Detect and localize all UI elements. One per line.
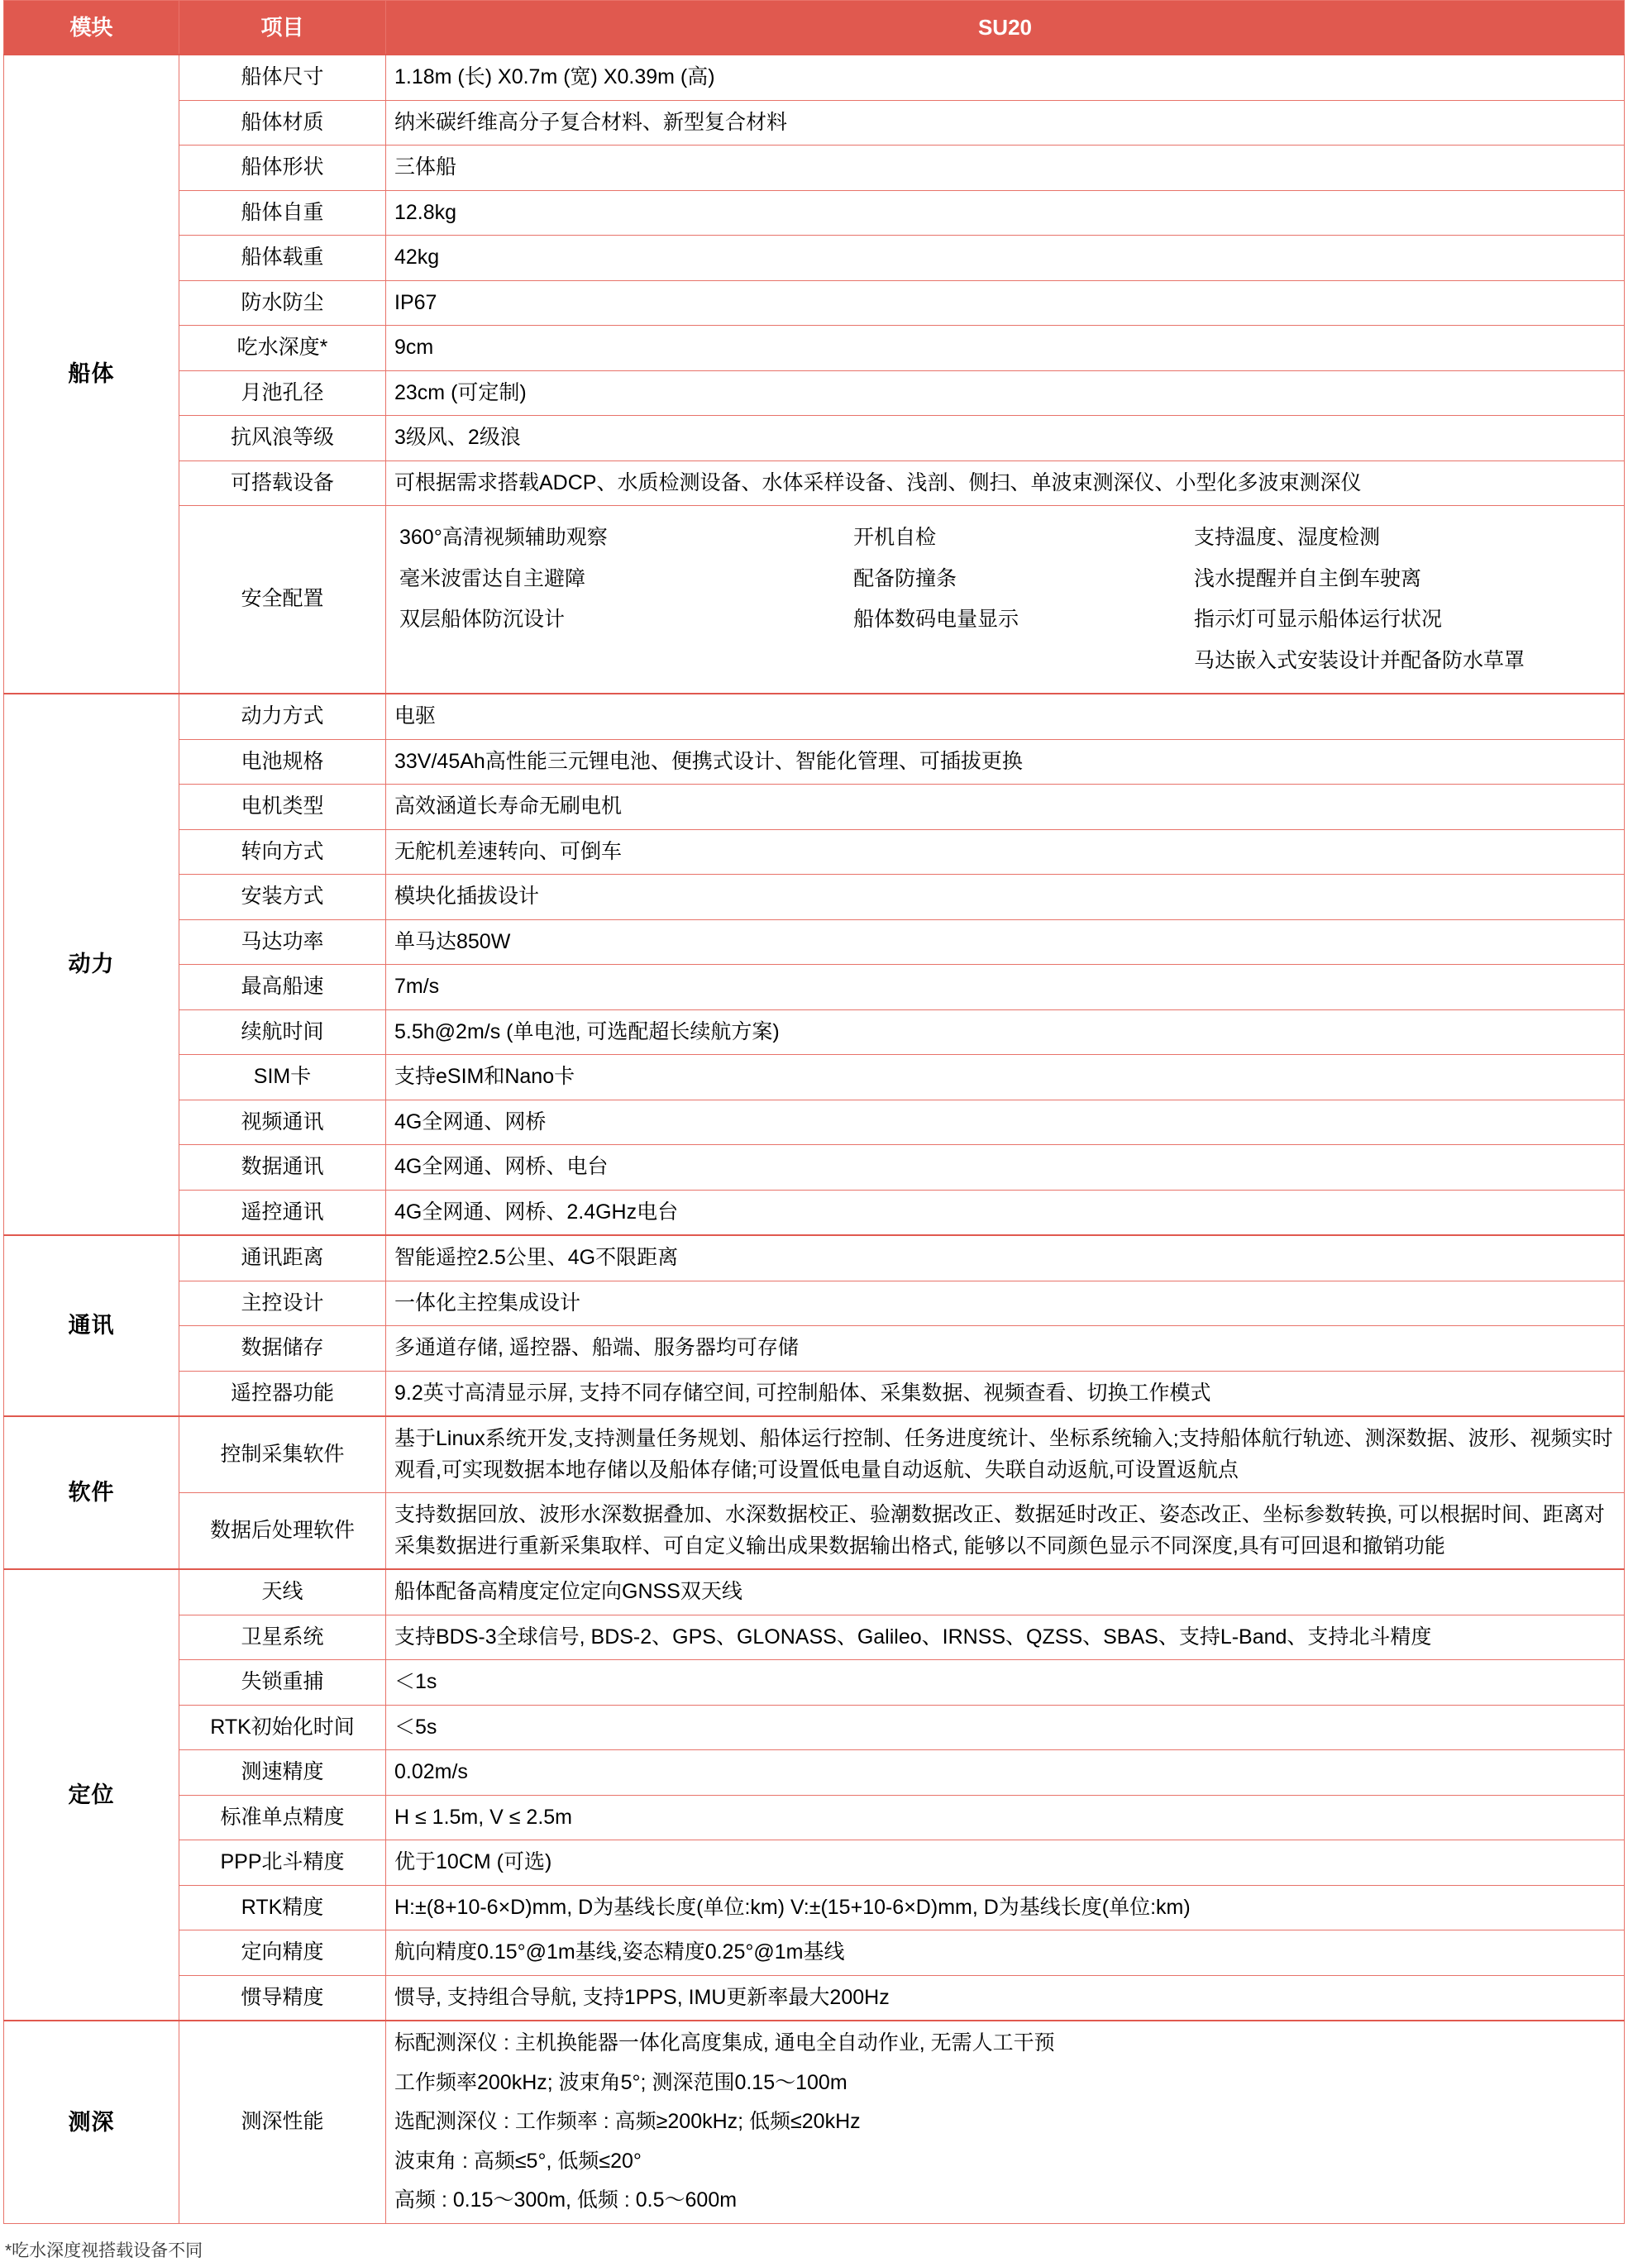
item-label: RTK精度	[179, 1885, 386, 1930]
safety-line: 360°高清视频辅助观察	[399, 526, 608, 549]
table-row	[4, 1705, 1625, 1750]
module-cell-power: 动力	[4, 694, 179, 1235]
item-value: 1.18m (长) X0.7m (宽) X0.39m (高)	[386, 55, 1625, 100]
sounding-line: 标配测深仪 : 主机换能器一体化高度集成, 通电全自动作业, 无需人工干预	[394, 2031, 1055, 2054]
item-value: 智能遥控2.5公里、4G不限距离	[386, 1235, 1625, 1281]
item-label: 船体载重	[179, 236, 386, 281]
item-label: 通讯距离	[179, 1235, 386, 1281]
table-row	[4, 1750, 1625, 1796]
table-row	[4, 370, 1625, 416]
table-row	[4, 1795, 1625, 1840]
table-row-safety	[4, 506, 1625, 694]
item-value: 23cm (可定制)	[386, 370, 1625, 416]
item-value: H:±(8+10-6×D)mm, D为基线长度(单位:km) V:±(15+10-6×D)mm, D为基线长度(单位:km)	[386, 1885, 1625, 1930]
item-label: 转向方式	[179, 829, 386, 875]
table-row	[4, 1281, 1625, 1326]
item-value: 支持BDS-3全球信号, BDS-2、GPS、GLONASS、Galileo、IRNSS、QZSS、SBAS、支持L-Band、支持北斗精度	[386, 1615, 1625, 1660]
item-value: 单马达850W	[386, 919, 1625, 965]
safety-line: 浅水提醒并自主倒车驶离	[1194, 566, 1422, 590]
item-value: 3级风、2级浪	[386, 416, 1625, 461]
item-label: RTK初始化时间	[179, 1705, 386, 1750]
safety-line: 开机自检	[853, 526, 937, 549]
header-product: SU20	[386, 1, 1625, 55]
item-value: 4G全网通、网桥、2.4GHz电台	[386, 1190, 1625, 1235]
item-label: 数据通讯	[179, 1145, 386, 1191]
table-row	[4, 1009, 1625, 1055]
sounding-line: 选配测深仪 : 工作频率 : 高频≥200kHz; 低频≤20kHz	[394, 2110, 861, 2133]
safety-line: 马达嵌入式安装设计并配备防水草罩	[1194, 648, 1525, 672]
item-label: 船体形状	[179, 146, 386, 191]
item-label: 吃水深度*	[179, 326, 386, 371]
safety-config-value	[386, 506, 1625, 694]
item-label: 控制采集软件	[179, 1416, 386, 1493]
item-value: 7m/s	[386, 965, 1625, 1010]
table-header-row	[4, 1, 1625, 55]
item-value: 船体配备高精度定位定向GNSS双天线	[386, 1569, 1625, 1615]
table-row	[4, 280, 1625, 326]
table-row	[4, 875, 1625, 920]
module-cell-positioning: 定位	[4, 1569, 179, 2021]
item-value: 一体化主控集成设计	[386, 1281, 1625, 1326]
safety-line: 支持温度、湿度检测	[1194, 526, 1381, 549]
item-label: 定向精度	[179, 1930, 386, 1976]
item-label: 数据后处理软件	[179, 1493, 386, 1570]
item-value: 9.2英寸高清显示屏, 支持不同存储空间, 可控制船体、采集数据、视频查看、切换工作模式	[386, 1371, 1625, 1416]
item-label: 船体尺寸	[179, 55, 386, 100]
sounding-line: 高频 : 0.15～300m, 低频 : 0.5～600m	[394, 2188, 738, 2212]
item-value: 航向精度0.15°@1m基线,姿态精度0.25°@1m基线	[386, 1930, 1625, 1976]
safety-col-1	[399, 518, 853, 681]
item-label: 惯导精度	[179, 1975, 386, 2021]
header-module: 模块	[4, 1, 179, 55]
item-label: 测深性能	[179, 2021, 386, 2223]
item-value: 可根据需求搭载ADCP、水质检测设备、水体采样设备、浅剖、侧扫、单波束测深仪、小型化多波束测深仪	[386, 461, 1625, 506]
item-label: 安装方式	[179, 875, 386, 920]
item-value: 4G全网通、网桥、电台	[386, 1145, 1625, 1191]
item-label: 主控设计	[179, 1281, 386, 1326]
table-row	[4, 1100, 1625, 1145]
item-label: 马达功率	[179, 919, 386, 965]
item-value: 支持eSIM和Nano卡	[386, 1055, 1625, 1100]
table-row	[4, 1660, 1625, 1706]
table-row	[4, 694, 1625, 739]
item-label: SIM卡	[179, 1055, 386, 1100]
table-head	[4, 1, 1625, 55]
safety-col-3	[1194, 518, 1616, 681]
sounding-line: 波束角 : 高频≤5°, 低频≤20°	[394, 2149, 642, 2173]
table-row	[4, 829, 1625, 875]
safety-col-2	[853, 518, 1194, 681]
item-value: ＜1s	[386, 1660, 1625, 1706]
item-value: 优于10CM (可选)	[386, 1840, 1625, 1886]
item-label: 可搭载设备	[179, 461, 386, 506]
table-row	[4, 1326, 1625, 1372]
item-value: 纳米碳纤维高分子复合材料、新型复合材料	[386, 100, 1625, 146]
table-row	[4, 1930, 1625, 1976]
table-row	[4, 739, 1625, 785]
item-value: H ≤ 1.5m, V ≤ 2.5m	[386, 1795, 1625, 1840]
table-row	[4, 785, 1625, 830]
table-row	[4, 1190, 1625, 1235]
table-row	[4, 1145, 1625, 1191]
item-value: 5.5h@2m/s (单电池, 可选配超长续航方案)	[386, 1009, 1625, 1055]
item-value: 模块化插拔设计	[386, 875, 1625, 920]
module-cell-communication: 通讯	[4, 1235, 179, 1416]
item-label: 动力方式	[179, 694, 386, 739]
table-row	[4, 1885, 1625, 1930]
item-label: 测速精度	[179, 1750, 386, 1796]
item-value: 42kg	[386, 236, 1625, 281]
item-value: ＜5s	[386, 1705, 1625, 1750]
specification-table	[3, 0, 1625, 2224]
item-label: PPP北斗精度	[179, 1840, 386, 1886]
item-value: 多通道存储, 遥控器、船端、服务器均可存储	[386, 1326, 1625, 1372]
module-cell-sounding: 测深	[4, 2021, 179, 2223]
item-label: 电机类型	[179, 785, 386, 830]
item-label: 失锁重捕	[179, 1660, 386, 1706]
table-row	[4, 1840, 1625, 1886]
item-label: 数据储存	[179, 1326, 386, 1372]
item-label: 船体材质	[179, 100, 386, 146]
item-label: 最高船速	[179, 965, 386, 1010]
table-row	[4, 416, 1625, 461]
item-label: 安全配置	[179, 506, 386, 694]
sounding-performance-value	[386, 2021, 1625, 2223]
item-value: 三体船	[386, 146, 1625, 191]
table-row	[4, 236, 1625, 281]
sounding-line: 工作频率200kHz; 波束角5°; 测深范围0.15～100m	[394, 2070, 847, 2094]
table-row	[4, 965, 1625, 1010]
table-row	[4, 1055, 1625, 1100]
item-label: 标准单点精度	[179, 1795, 386, 1840]
safety-line: 配备防撞条	[853, 566, 957, 590]
item-label: 视频通讯	[179, 1100, 386, 1145]
item-label: 防水防尘	[179, 280, 386, 326]
table-row	[4, 1235, 1625, 1281]
item-label: 抗风浪等级	[179, 416, 386, 461]
item-value: 无舵机差速转向、可倒车	[386, 829, 1625, 875]
table-row	[4, 1975, 1625, 2021]
safety-line: 船体数码电量显示	[853, 608, 1019, 631]
table-row	[4, 1569, 1625, 1615]
header-item: 项目	[179, 1, 386, 55]
table-row	[4, 2021, 1625, 2223]
item-value: 33V/45Ah高性能三元锂电池、便携式设计、智能化管理、可插拔更换	[386, 739, 1625, 785]
table-row	[4, 1493, 1625, 1570]
safety-line: 指示灯可显示船体运行状况	[1194, 608, 1443, 631]
safety-line: 双层船体防沉设计	[399, 608, 566, 631]
item-value: 电驱	[386, 694, 1625, 739]
table-row	[4, 1371, 1625, 1416]
item-value: 惯导, 支持组合导航, 支持1PPS, IMU更新率最大200Hz	[386, 1975, 1625, 2021]
item-value: 0.02m/s	[386, 1750, 1625, 1796]
item-label: 遥控器功能	[179, 1371, 386, 1416]
item-label: 电池规格	[179, 739, 386, 785]
item-value: 9cm	[386, 326, 1625, 371]
table-body	[4, 55, 1625, 2223]
table-row	[4, 190, 1625, 236]
module-cell-hull: 船体	[4, 55, 179, 694]
item-label: 遥控通讯	[179, 1190, 386, 1235]
table-row	[4, 146, 1625, 191]
item-value: 12.8kg	[386, 190, 1625, 236]
item-label: 天线	[179, 1569, 386, 1615]
item-label: 船体自重	[179, 190, 386, 236]
table-row	[4, 55, 1625, 100]
table-row	[4, 1615, 1625, 1660]
table-row	[4, 919, 1625, 965]
table-row	[4, 1416, 1625, 1493]
table-row	[4, 100, 1625, 146]
item-value: 高效涵道长寿命无刷电机	[386, 785, 1625, 830]
table-row	[4, 461, 1625, 506]
item-value: 4G全网通、网桥	[386, 1100, 1625, 1145]
item-label: 卫星系统	[179, 1615, 386, 1660]
module-cell-software: 软件	[4, 1416, 179, 1569]
footnote: *吃水深度视搭载设备不同	[5, 2241, 203, 2260]
item-value: 基于Linux系统开发,支持测量任务规划、船体运行控制、任务进度统计、坐标系统输入;支持船体航行轨迹、测深数据、波形、视频实时观看,可实现数据本地存储以及船体存储;可设置低电量自动返航、失联自动返航,可设置返航点	[386, 1416, 1625, 1493]
item-value: 支持数据回放、波形水深数据叠加、水深数据校正、验潮数据改正、数据延时改正、姿态改正、坐标参数转换, 可以根据时间、距离对采集数据进行重新采集取样、可自定义输出成果数据输出格式, 能够以不同颜色显示不同深度,具有可回退和撤销功能	[386, 1493, 1625, 1570]
item-label: 月池孔径	[179, 370, 386, 416]
safety-config-grid	[394, 513, 1616, 686]
item-value: IP67	[386, 280, 1625, 326]
item-label: 续航时间	[179, 1009, 386, 1055]
table-row	[4, 326, 1625, 371]
safety-line: 毫米波雷达自主避障	[399, 566, 586, 590]
